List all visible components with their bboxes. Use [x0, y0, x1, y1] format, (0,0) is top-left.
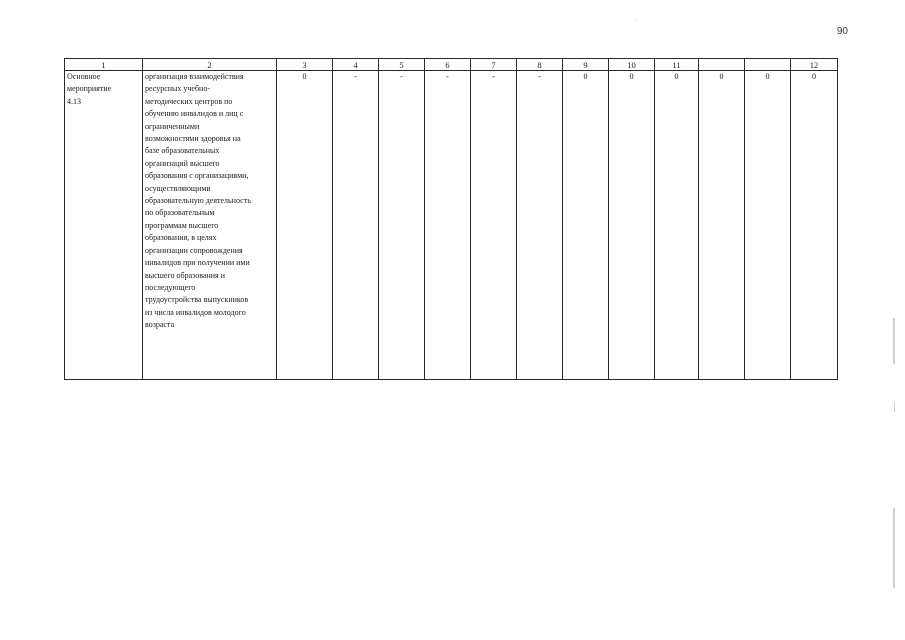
description-line: обучению инвалидов и лиц с: [145, 109, 244, 119]
column-header-7: 7: [471, 59, 517, 71]
description-line: организаций высшего: [145, 158, 220, 168]
description-line: возможностями здоровья на: [145, 134, 241, 144]
value-cell-col-11: 0: [655, 71, 699, 380]
description-line: трудоустройства выпускников: [145, 295, 249, 305]
column-header-1: 1: [65, 59, 143, 71]
column-header-5: 5: [379, 59, 425, 71]
description-line: организация взаимодействия: [145, 72, 244, 81]
scan-artifact: [894, 402, 895, 412]
description-line: методических центров по: [145, 96, 233, 106]
description-line: ограниченными: [145, 121, 200, 131]
column-header-12: 12: [791, 59, 838, 71]
column-header-10: 10: [609, 59, 655, 71]
description-line: программам высшего: [145, 220, 219, 230]
column-header-8: 8: [517, 59, 563, 71]
scan-artifact: [893, 508, 895, 588]
description-line: образования, в целях: [145, 233, 217, 243]
value-cell-col-12: 0: [791, 71, 838, 380]
table-row: [65, 71, 838, 380]
scan-artifact: [893, 318, 895, 364]
value-cell-col-9: 0: [563, 71, 609, 380]
activity-name-line: мероприятие: [67, 84, 112, 94]
activity-name-line: 4.13: [67, 96, 81, 106]
column-header-blank-1: [699, 59, 745, 71]
value-cell-blank-1: 0: [699, 71, 745, 380]
description-line: последующего: [145, 282, 196, 292]
description-line: по образовательным: [145, 208, 215, 218]
description-line: образовательную деятельность: [145, 196, 251, 206]
column-header-blank-2: [745, 59, 791, 71]
column-header-6: 6: [425, 59, 471, 71]
activity-description-cell: [143, 71, 277, 380]
page-number: 90: [836, 26, 848, 37]
activity-name-line: Основное: [67, 72, 101, 81]
description-line: базе образовательных: [145, 146, 220, 156]
description-line: высшего образования и: [145, 270, 225, 280]
value-cell-col-4: -: [333, 71, 379, 380]
value-cell-col-10: 0: [609, 71, 655, 380]
description-line: ресурсных учебно-: [145, 84, 210, 94]
description-line: организации сопровождения: [145, 245, 243, 255]
description-line: из числа инвалидов молодого: [145, 307, 246, 317]
value-cell-col-8: -: [517, 71, 563, 380]
column-header-2: 2: [143, 59, 277, 71]
activity-name-cell: [65, 71, 143, 380]
description-line: инвалидов при получении ими: [145, 258, 250, 268]
value-cell-col-6: -: [425, 71, 471, 380]
value-cell-col-7: -: [471, 71, 517, 380]
report-table: [64, 58, 838, 380]
column-header-4: 4: [333, 59, 379, 71]
description-line: возраста: [145, 320, 175, 330]
description-line: образования с организациями,: [145, 171, 249, 181]
description-line: осуществляющими: [145, 183, 211, 193]
value-cell-col-5: -: [379, 71, 425, 380]
scan-artifact: [636, 20, 637, 21]
value-cell-blank-2: 0: [745, 71, 791, 380]
column-header-11: 11: [655, 59, 699, 71]
column-header-9: 9: [563, 59, 609, 71]
header-row: [65, 59, 838, 71]
column-header-3: 3: [277, 59, 333, 71]
value-cell-col-3: 0: [277, 71, 333, 380]
